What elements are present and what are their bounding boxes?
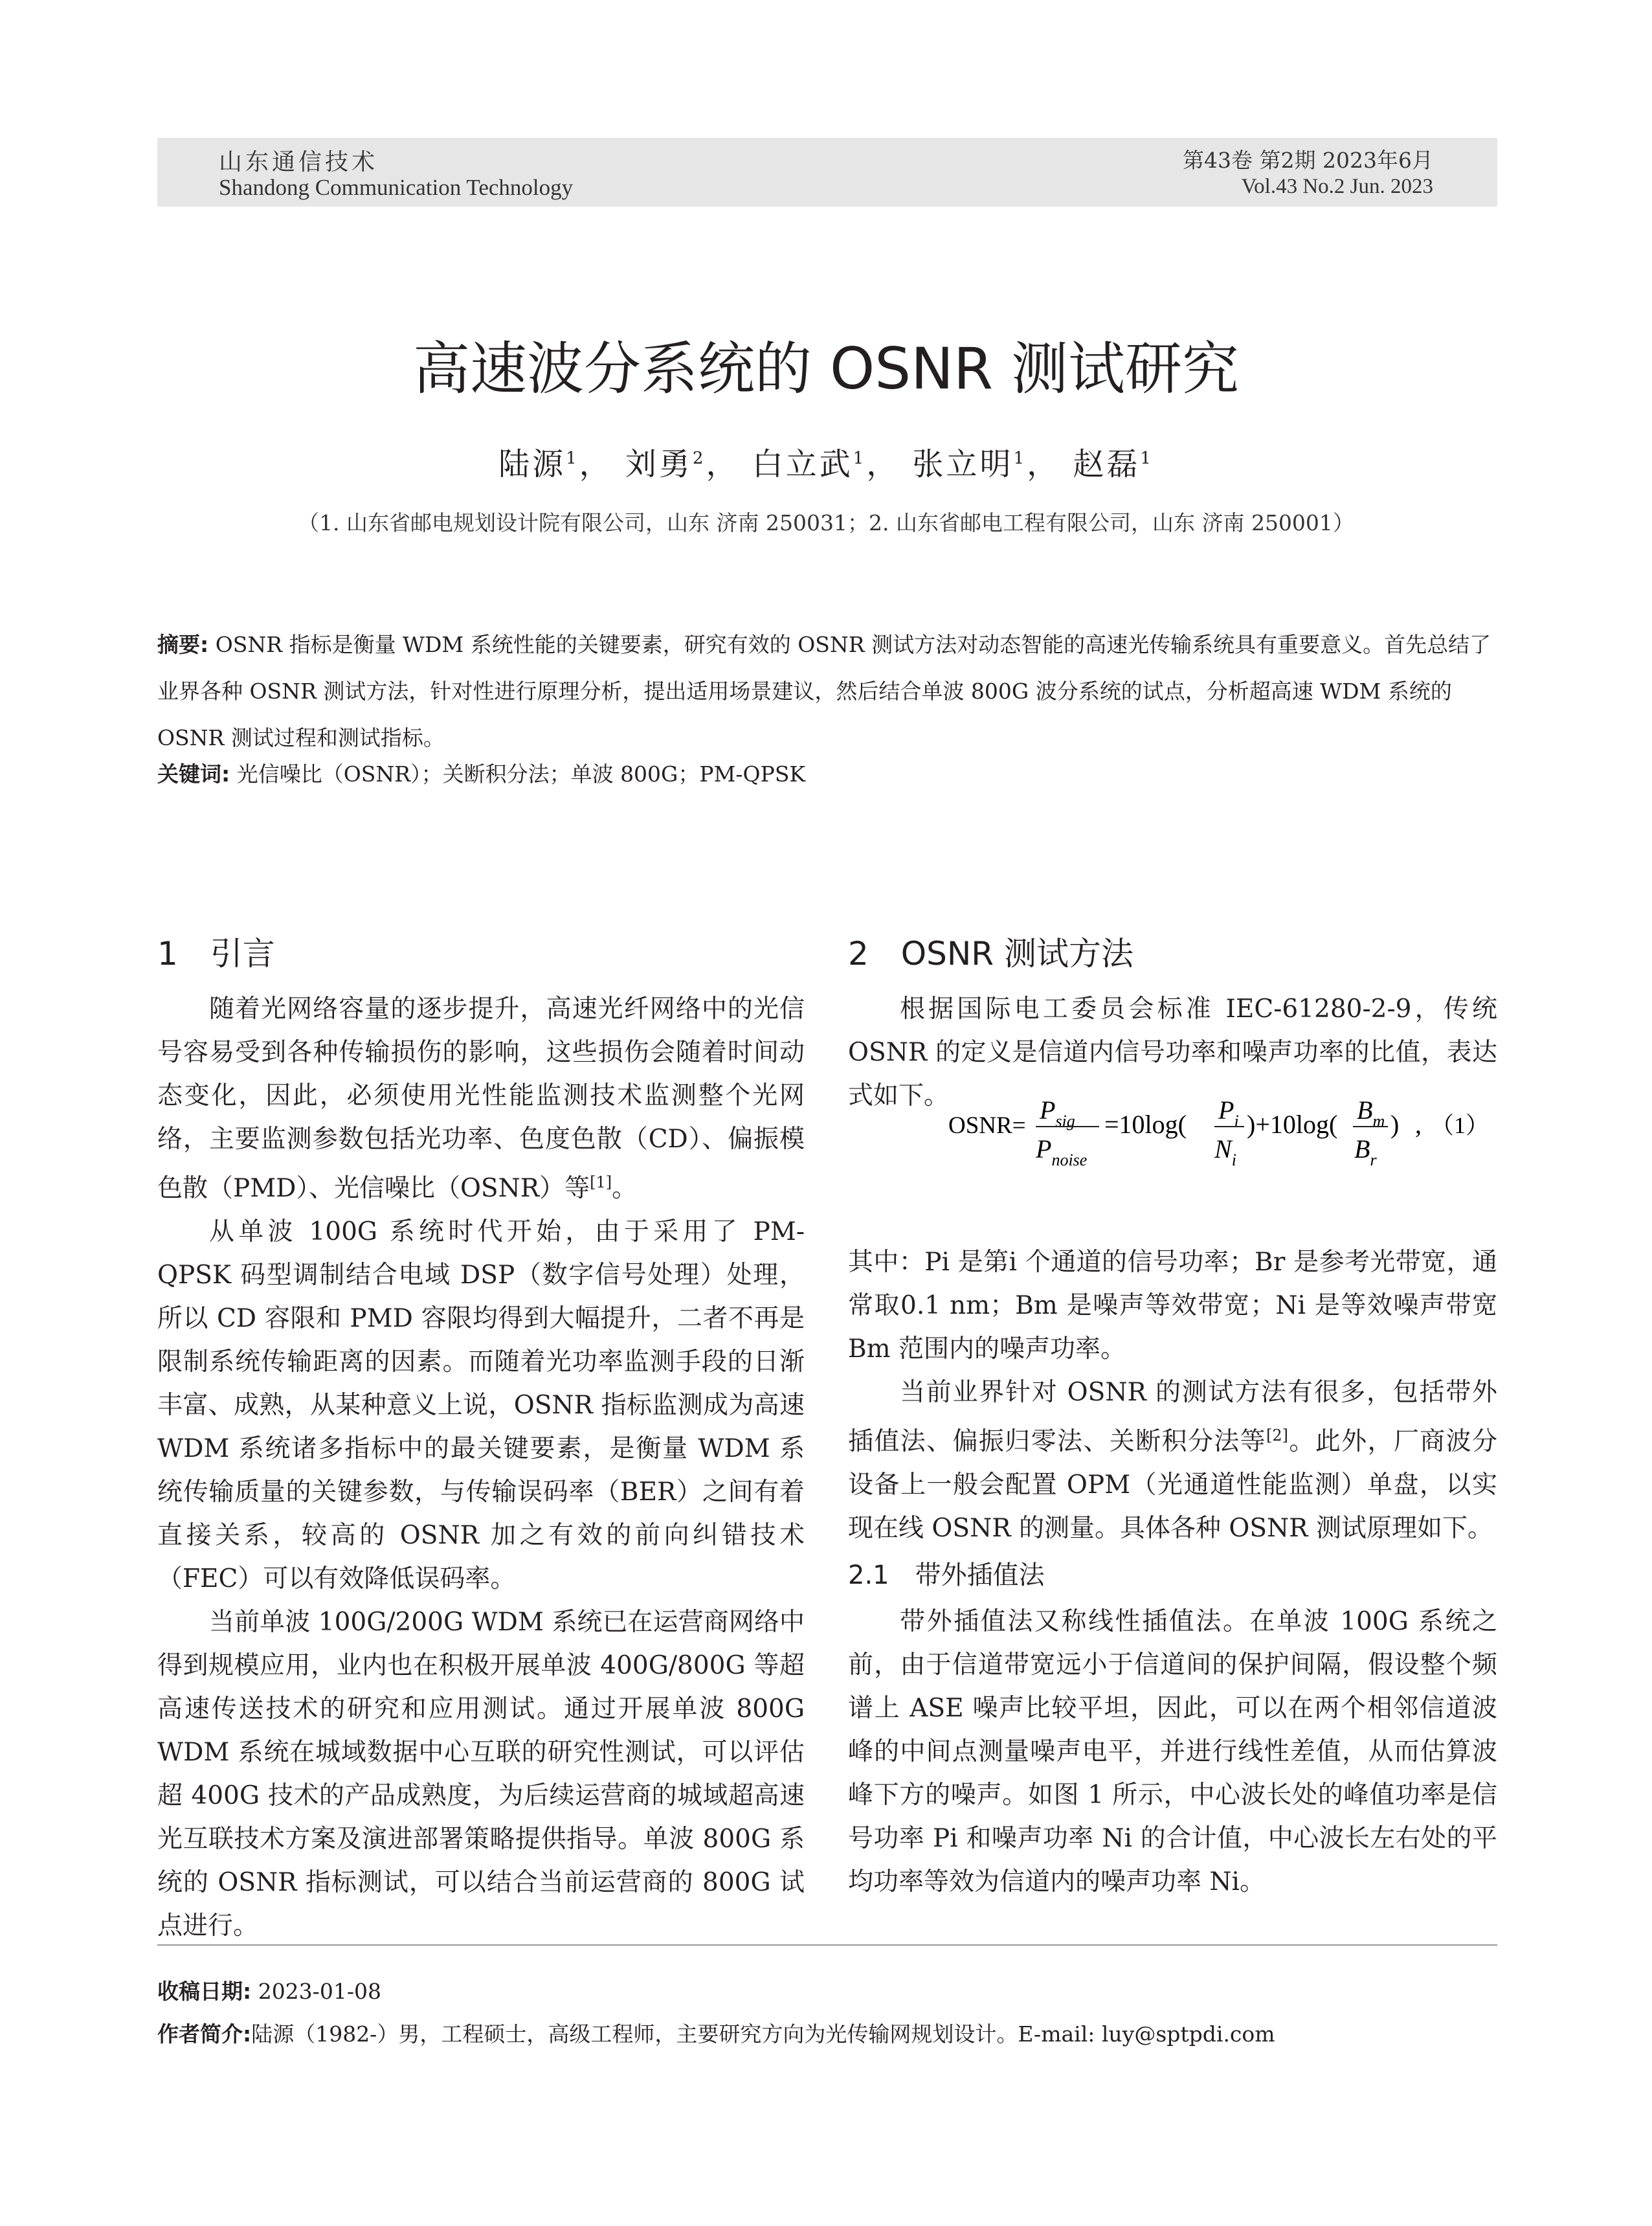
formula-pi: $P_i$ [1218,1096,1239,1130]
abstract-text: OSNR 指标是衡量 WDM 系统性能的关键要素，研究有效的 OSNR 测试方法对动态智能的高速光传输系统具有重要意义。首先总结了业界各种 OSNR 测试方法，针对性进行原理分析，提出适用场景建议，然后结合单波 800G 波分系统的试点，分析超高速 WDM 系统的 OSNR 测试过程和测试指标。 [157,632,1491,750]
keywords-text: 光信噪比（OSNR）；关断积分法；单波 800G；PM-QPSK [230,761,806,787]
abstract-label: 摘要: [157,632,209,657]
formula-pnoise: $P_{noise}$ [1036,1134,1088,1169]
received-date [157,1975,381,2005]
author-affil-sup: 1 [853,449,867,468]
author-bio [157,2018,1275,2048]
author-affil-sup: 1 [566,449,579,468]
author-bio-label: 作者简介: [157,2021,252,2047]
keywords-label: 关键词: [157,761,230,787]
equation-number: （1） [1431,1112,1490,1138]
journal-name-en: Shandong Communication Technology [219,175,574,200]
author-list: 陆源$^1$， 刘勇$^2$， 白立武$^1$， 张立明$^1$， 赵磊$^1$ [498,446,1154,482]
paper-title: 高速波分系统的 OSNR 测试研究 [412,335,1240,402]
author-bio-text: 陆源（1982-）男，工程硕士，高级工程师，主要研究方向为光传输网规划设计。E-mail: luy@sptpdi.com [251,2021,1275,2047]
paragraph-tail: 。 [612,1174,638,1203]
formula-bm: $B_m$ [1357,1096,1385,1130]
paragraph: 带外插值法又称线性插值法。在单波 100G 系统之前，由于信道带宽远小于信道间的保护间隔，假设整个频谱上 ASE 噪声比较平坦，因此，可以在两个相邻信道波峰的中间点测量噪声电平，并进行线性差值，从而估算波峰下方的噪声。如图 1 所示，中心波长处的峰值功率是信号功率 Pi 和噪声功率 Ni 的合计值，中心波长左右处的平均功率等效为信道内的噪声功率 Ni。 [848,1607,1497,1896]
author-name: 陆源 [498,446,566,482]
formula-eq: =10log( [1104,1110,1187,1139]
received-value: 2023-01-08 [251,1979,381,2004]
section-1-heading: 1 引言 [157,935,275,972]
paragraph [848,1371,1497,1550]
formula-br: $B_r$ [1354,1134,1377,1169]
journal-name-cn: 山东通信技术 [219,149,379,175]
author-name: 张立明 [912,446,1014,482]
formula-lhs: OSNR= [948,1112,1026,1139]
affiliations: （1. 山东省邮电规划设计院有限公司，山东 济南 250031；2. 山东省邮电工程有限公司，山东 济南 250001） [298,510,1354,535]
formula-comma: , [1415,1110,1422,1139]
author-name: 白立武 [752,446,853,482]
subsection-2-1-heading: 2.1 带外插值法 [848,1560,1045,1590]
citation: [1] [590,1173,612,1191]
formula-explanation: 其中：Pi 是第i 个通道的信号功率；Br 是参考光带宽，通常取0.1 nm；Bm 是噪声等效带宽；Ni 是等效噪声带宽Bm 范围内的噪声功率。 [848,1248,1497,1364]
paragraph [157,987,805,1210]
issue-info-en: Vol.43 No.2 Jun. 2023 [1241,175,1433,198]
paragraph: 从单波 100G 系统时代开始，由于采用了 PM-QPSK 码型调制结合电域 DSP（数字信号处理）处理，所以 CD 容限和 PMD 容限均得到大幅提升，二者不再是限制系统传输距离的因素。而随着光功率监测手段的日渐丰富、成熟，从某种意义上说，OSNR 指标监测成为高速 WDM 系统诸多指标中的最关键要素，是衡量 WDM 系统传输质量的关键参数，与传输误码率（BER）之间有着直接关系，较高的 OSNR 加之有效的前向纠错技术（FEC）可以有效降低误码率。 [157,1217,805,1593]
author-affil-sup: 2 [692,449,706,468]
issue-info-cn: 第43卷 第2期 2023年6月 [1183,148,1433,173]
paragraph-text: 随着光网络容量的逐步提升，高速光纤网络中的光信号容易受到各种传输损伤的影响，这些损伤会随着时间动态变化，因此，必须使用光性能监测技术监测整个光网络，主要监测参数包括光功率、色度色散（CD）、偏振模色散（PMD）、光信噪比（OSNR）等 [157,995,805,1203]
received-label: 收稿日期: [157,1979,252,2004]
osnr-formula [848,1068,1497,1178]
abstract [157,622,1497,761]
footnote-divider [157,1944,1497,1946]
author-affil-sup: 1 [1013,449,1027,468]
formula-psig: $P_{sig}$ [1040,1096,1075,1130]
author-affil-sup: 1 [1140,449,1154,468]
formula-close: ) [1390,1110,1400,1139]
paragraph: 当前单波 100G/200G WDM 系统已在运营商网络中得到规模应用，业内也在积极开展单波 400G/800G 等超高速传送技术的研究和应用测试。通过开展单波 800G WDM 系统在城域数据中心互联的研究性测试，可以评估超 400G 技术的产品成熟度，为后续运营商的城域超高速光互联技术方案及演进部署策略提供指导。单波 800G 系统的 OSNR 指标测试，可以结合当前运营商的 800G 试点进行。 [157,1608,805,1940]
formula-ni: $N_i$ [1214,1134,1236,1169]
formula-plus: )+10log( [1247,1110,1338,1139]
left-column [157,932,805,1948]
paragraph-text: 当前业界针对 OSNR 的测试方法有很多，包括带外插值法、偏振归零法、关断积分法等 [848,1378,1497,1456]
section-2-heading: 2 OSNR 测试方法 [848,935,1133,972]
paragraph-text: 。此外，厂商波分设备上一般会配置 OPM（光通道性能监测）单盘，以实现在线 OSNR 的测量。具体各种 OSNR 测试原理如下。 [848,1427,1497,1543]
author-name: 刘勇 [625,446,693,482]
keywords [157,751,1497,798]
citation: [2] [1266,1426,1288,1445]
paragraph: 根据国际电工委员会标准 IEC-61280-2-9，传统 OSNR 的定义是信道内信号功率和噪声功率的比值，表达式如下。 [848,995,1497,1110]
author-name: 赵磊 [1073,446,1141,482]
